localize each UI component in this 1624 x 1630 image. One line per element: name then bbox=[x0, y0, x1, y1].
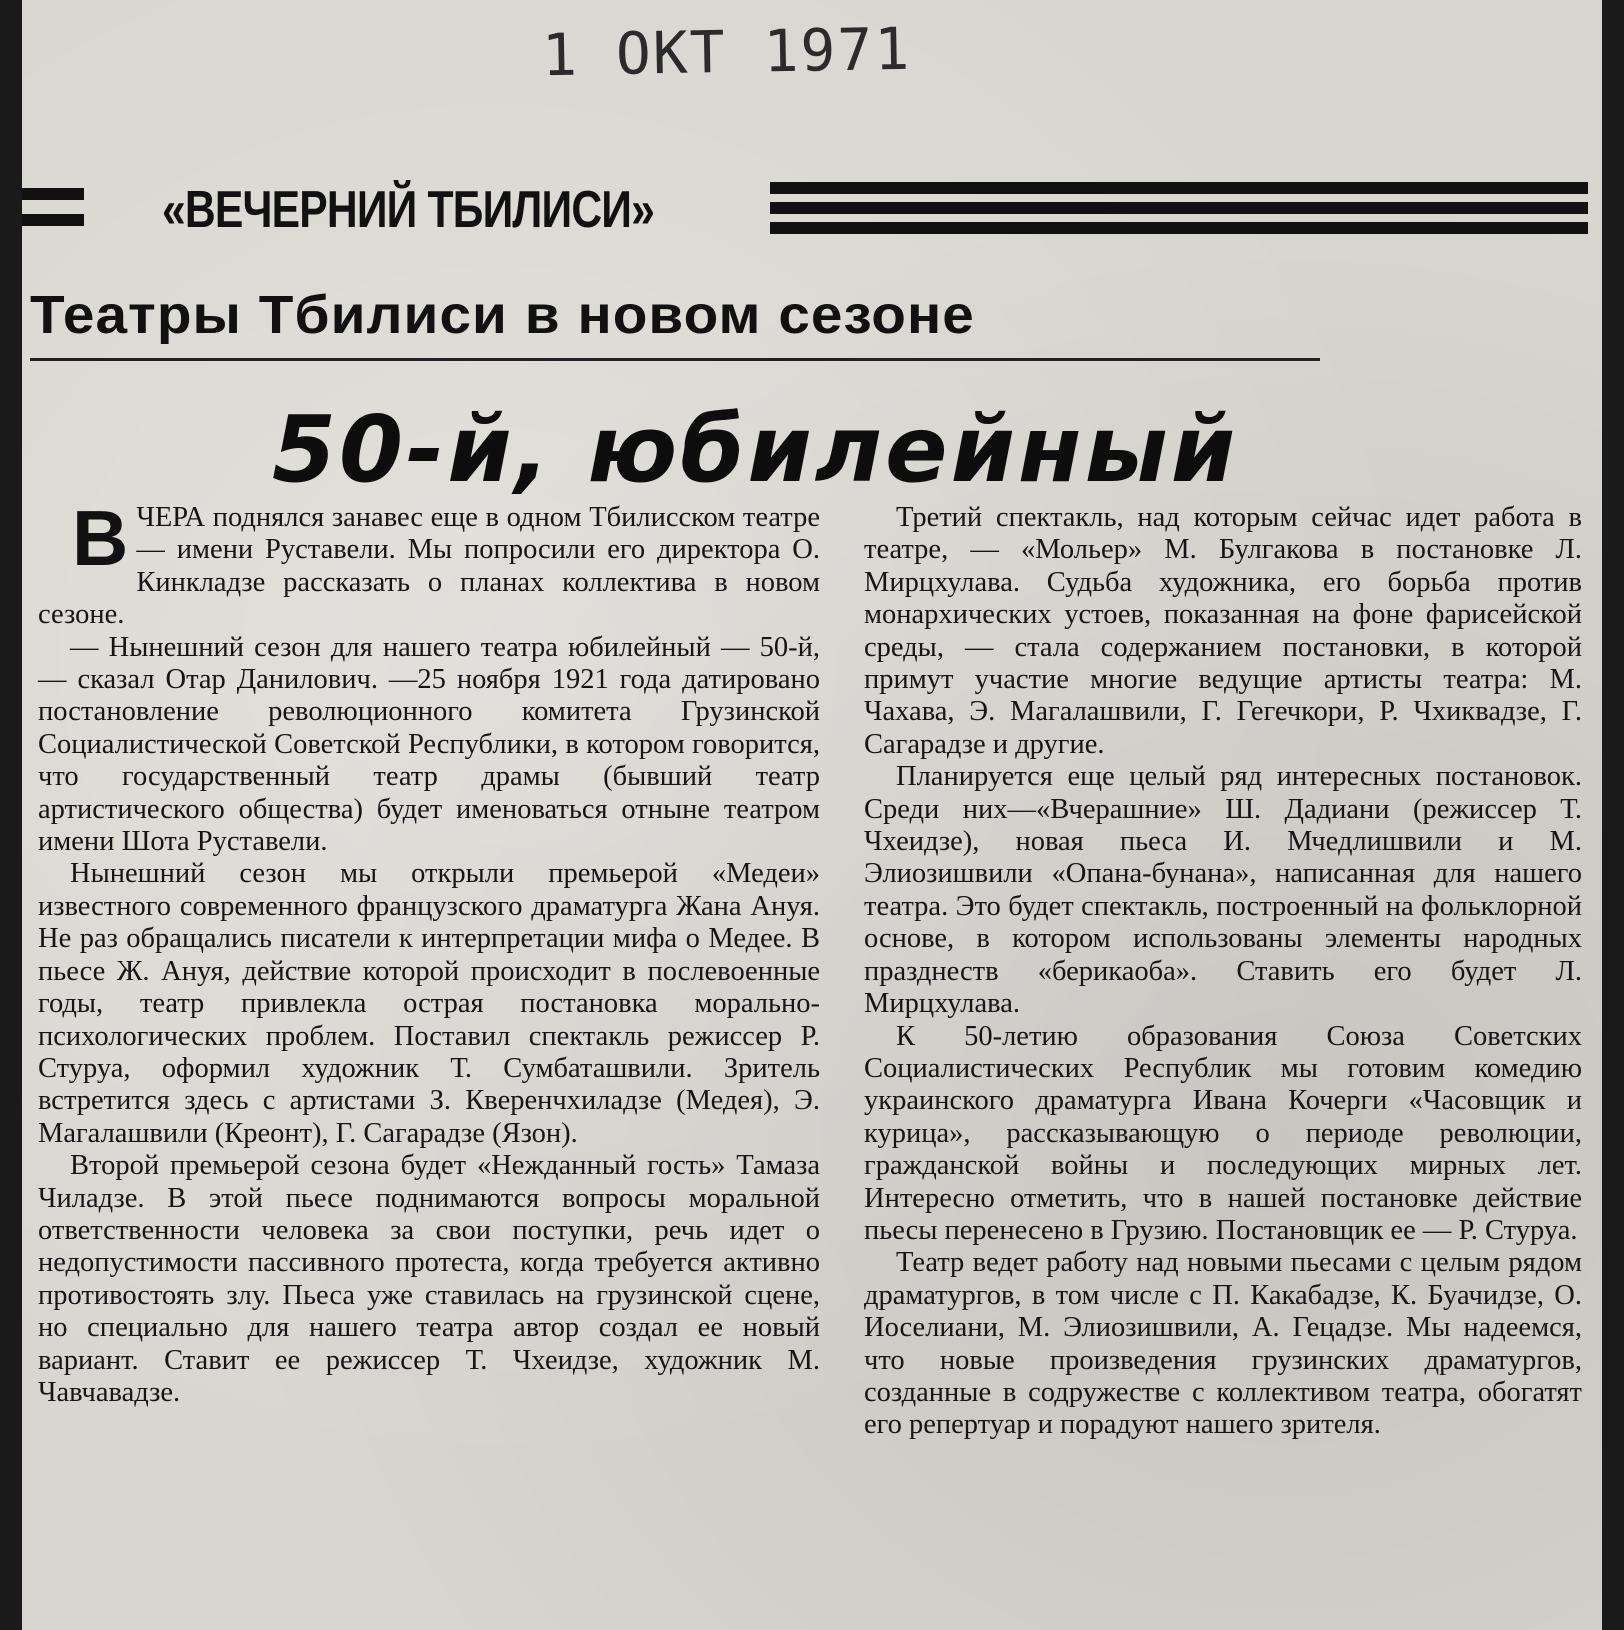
paragraph bbox=[38, 494, 820, 632]
article-headline: 50-й, юбилейный bbox=[272, 396, 1239, 503]
paragraph-text: ЧЕРА поднялся занавес еще в одном Тбилисском театре — имени Руставели. Мы попросили его директора О. Кинкладзе рассказать о планах коллектива в новом сезоне. bbox=[38, 502, 820, 631]
newspaper-clipping bbox=[22, 0, 1602, 1630]
paragraph: Третий спектакль, над которым сейчас идет работа в театре, — «Мольер» М. Булгакова в постановке Л. Мирцхулава. Судьба художника, его борьба против монархических устоев, показанная на фоне фарисейской среды, — стала содержанием постановки, в которой примут участие многие ведущие артисты театра: М. Чахава, Э. Магалашвили, Г. Гегечкори, Р. Чхиквадзе, Г. Сагарадзе и другие. bbox=[864, 502, 1582, 760]
paragraph: Театр ведет работу над новыми пьесами с целым рядом драматургов, в том числе с П. Какабадзе, К. Буачидзе, О. Иоселиани, М. Элиозишвили, А. Гецадзе. Мы надеемся, что новые произведения грузинских драматургов, созданные в содружестве с коллективом театра, обогатят его репертуар и порадуют нашего зрителя. bbox=[864, 1247, 1582, 1441]
paragraph: Планируется еще целый ряд интересных постановок. Среди них—«Вчерашние» Ш. Дадиани (режиссер Т. Чхеидзе), новая пьеса И. Мчедлишвили и М. Элиозишвили «Опана-бунана», написанная для нашего театра. Это будет спектакль, построенный на фольклорной основе, в котором использованы элементы народных празднеств «берикаоба». Ставить его будет Л. Мирцхулава. bbox=[864, 761, 1582, 1020]
masthead-rule-right-1 bbox=[770, 182, 1588, 194]
masthead bbox=[22, 180, 1602, 250]
paragraph: Нынешний сезон мы открыли премьерой «Медеи» известного современного французского драматурга Жана Ануя. Не раз обращались писатели к интерпретации мифа о Медее. В пьесе Ж. Ануя, действие которой происходит в послевоенные годы, театр привлекла острая постановка морально-психологических проблем. Поставил спектакль режиссер Р. Стуруа, оформил художник Т. Сумбаташвили. Зритель встретится здесь с артистами З. Кверенчхиладзе (Медея), Э. Магалашвили (Креонт), Г. Сагарадзе (Язон). bbox=[38, 858, 820, 1149]
paragraph: Второй премьерой сезона будет «Нежданный гость» Тамаза Чиладзе. В этой пьесе поднимаются вопросы моральной ответственности человека за свои поступки, речь идет о недопустимости пассивного протеста, когда требуется активно противостоять злу. Пьеса уже ставилась на грузинской сцене, но специально для нашего театра автор создал ее новый вариант. Ставит ее режиссер Т. Чхеидзе, художник М. Чавчавадзе. bbox=[38, 1150, 820, 1408]
paragraph: К 50-летию образования Союза Советских Социалистических Республик мы готовим комедию украинского драматурга Ивана Кочерги «Часовщик и курица», рассказывающую о периоде революции, гражданской войны и последующих мирных лет. Интересно отметить, что в нашей постановке действие пьесы перенесено в Грузию. Постановщик ее — Р. Стуруа. bbox=[864, 1020, 1582, 1246]
date-stamp: 1 ОКТ 1971 bbox=[541, 14, 912, 90]
masthead-title: «ВЕЧЕРНИЙ ТБИЛИСИ» bbox=[162, 181, 655, 239]
drop-cap: В bbox=[72, 494, 129, 582]
masthead-rule-right-3 bbox=[770, 222, 1588, 234]
masthead-rule-right-2 bbox=[770, 202, 1588, 214]
paragraph: — Нынешний сезон для нашего театра юбилейный — 50-й, — сказал Отар Данилович. —25 ноября 1921 года датировано постановление революционного комитета Грузинской Социалистической Советской Республики, в котором говорится, что государственный театр драмы (бывший театр артистического общества) будет именоваться отныне театром имени Шота Руставели. bbox=[38, 631, 820, 858]
article-column-left bbox=[38, 494, 820, 1409]
masthead-rule-left-bottom bbox=[22, 214, 84, 226]
article-column-right bbox=[864, 502, 1582, 1442]
masthead-rule-left-top bbox=[22, 188, 84, 200]
section-rule bbox=[30, 358, 1320, 361]
section-title: Театры Тбилиси в новом сезоне bbox=[30, 285, 975, 345]
